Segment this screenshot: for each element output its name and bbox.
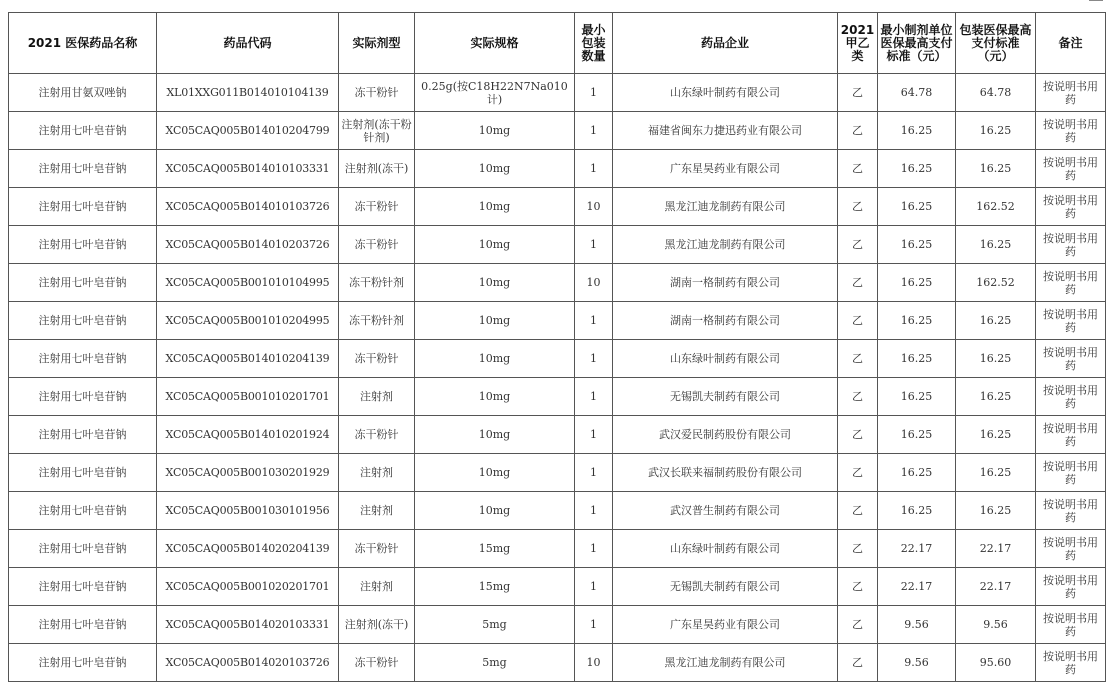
- cell-category: 乙: [838, 264, 878, 302]
- header-manufacturer: 药品企业: [613, 13, 838, 74]
- cell-min-pack-qty: 1: [575, 226, 613, 264]
- header-dosage-form: 实际剂型: [339, 13, 415, 74]
- table-body: [9, 74, 1106, 682]
- cell-manufacturer: 广东星昊药业有限公司: [613, 606, 838, 644]
- cell-drug-code: XC05CAQ005B001030201929: [157, 454, 339, 492]
- cell-remarks: 按说明书用药: [1036, 492, 1106, 530]
- cell-specification: 10mg: [415, 492, 575, 530]
- cell-manufacturer: 无锡凯夫制药有限公司: [613, 378, 838, 416]
- cell-remarks: 按说明书用药: [1036, 188, 1106, 226]
- cell-min-pack-qty: 1: [575, 492, 613, 530]
- cell-remarks: 按说明书用药: [1036, 606, 1106, 644]
- cell-specification: 10mg: [415, 150, 575, 188]
- cell-pack-max-payment: 16.25: [956, 454, 1036, 492]
- cell-drug-code: XC05CAQ005B001010104995: [157, 264, 339, 302]
- cell-remarks: 按说明书用药: [1036, 264, 1106, 302]
- cell-category: 乙: [838, 454, 878, 492]
- cell-drug-name: 注射用七叶皂苷钠: [9, 644, 157, 682]
- cell-remarks: 按说明书用药: [1036, 302, 1106, 340]
- cell-category: 乙: [838, 568, 878, 606]
- table-row: [9, 416, 1106, 454]
- table-row: [9, 264, 1106, 302]
- cell-manufacturer: 山东绿叶制药有限公司: [613, 340, 838, 378]
- cell-manufacturer: 黑龙江迪龙制药有限公司: [613, 188, 838, 226]
- cell-unit-max-payment: 22.17: [878, 568, 956, 606]
- cell-pack-max-payment: 16.25: [956, 150, 1036, 188]
- table-row: [9, 74, 1106, 112]
- cell-specification: 10mg: [415, 188, 575, 226]
- cell-category: 乙: [838, 112, 878, 150]
- cell-unit-max-payment: 9.56: [878, 606, 956, 644]
- cell-drug-name: 注射用七叶皂苷钠: [9, 264, 157, 302]
- cell-manufacturer: 广东星昊药业有限公司: [613, 150, 838, 188]
- cell-remarks: 按说明书用药: [1036, 378, 1106, 416]
- cell-drug-code: XC05CAQ005B014010103331: [157, 150, 339, 188]
- cell-remarks: 按说明书用药: [1036, 530, 1106, 568]
- table-row: [9, 530, 1106, 568]
- cell-unit-max-payment: 16.25: [878, 226, 956, 264]
- cell-drug-name: 注射用七叶皂苷钠: [9, 378, 157, 416]
- cell-category: 乙: [838, 188, 878, 226]
- cell-drug-name: 注射用七叶皂苷钠: [9, 530, 157, 568]
- cell-manufacturer: 武汉长联来福制药股份有限公司: [613, 454, 838, 492]
- cell-category: 乙: [838, 530, 878, 568]
- cell-dosage-form: 冻干粉针: [339, 74, 415, 112]
- cell-specification: 10mg: [415, 264, 575, 302]
- cell-dosage-form: 注射剂(冻干粉针剂): [339, 112, 415, 150]
- cell-min-pack-qty: 10: [575, 644, 613, 682]
- cell-specification: 10mg: [415, 454, 575, 492]
- cell-pack-max-payment: 16.25: [956, 492, 1036, 530]
- cell-dosage-form: 冻干粉针: [339, 340, 415, 378]
- cell-pack-max-payment: 16.25: [956, 226, 1036, 264]
- cell-remarks: 按说明书用药: [1036, 454, 1106, 492]
- cell-dosage-form: 注射剂(冻干): [339, 150, 415, 188]
- cell-unit-max-payment: 22.17: [878, 530, 956, 568]
- cell-pack-max-payment: 64.78: [956, 74, 1036, 112]
- cell-specification: 10mg: [415, 416, 575, 454]
- cell-category: 乙: [838, 302, 878, 340]
- table-row: [9, 606, 1106, 644]
- cell-specification: 10mg: [415, 340, 575, 378]
- cell-manufacturer: 无锡凯夫制药有限公司: [613, 568, 838, 606]
- cell-drug-code: XC05CAQ005B014010203726: [157, 226, 339, 264]
- cell-drug-name: 注射用七叶皂苷钠: [9, 302, 157, 340]
- cell-unit-max-payment: 16.25: [878, 112, 956, 150]
- cell-category: 乙: [838, 378, 878, 416]
- cell-manufacturer: 黑龙江迪龙制药有限公司: [613, 644, 838, 682]
- cell-drug-code: XC05CAQ005B001010201701: [157, 378, 339, 416]
- header-remarks: 备注: [1036, 13, 1106, 74]
- cell-min-pack-qty: 1: [575, 568, 613, 606]
- cell-category: 乙: [838, 150, 878, 188]
- cell-specification: 10mg: [415, 226, 575, 264]
- cell-pack-max-payment: 16.25: [956, 378, 1036, 416]
- table-row: [9, 454, 1106, 492]
- cell-pack-max-payment: 162.52: [956, 188, 1036, 226]
- cell-drug-name: 注射用七叶皂苷钠: [9, 188, 157, 226]
- cell-min-pack-qty: 1: [575, 606, 613, 644]
- cell-min-pack-qty: 10: [575, 188, 613, 226]
- cell-min-pack-qty: 1: [575, 112, 613, 150]
- table-row: [9, 340, 1106, 378]
- cell-dosage-form: 冻干粉针: [339, 416, 415, 454]
- cell-dosage-form: 注射剂: [339, 492, 415, 530]
- cell-remarks: 按说明书用药: [1036, 340, 1106, 378]
- cell-unit-max-payment: 16.25: [878, 378, 956, 416]
- cell-specification: 15mg: [415, 530, 575, 568]
- cell-specification: 5mg: [415, 644, 575, 682]
- cell-drug-name: 注射用七叶皂苷钠: [9, 150, 157, 188]
- cell-drug-name: 注射用七叶皂苷钠: [9, 492, 157, 530]
- cell-pack-max-payment: 22.17: [956, 530, 1036, 568]
- cell-drug-code: XC05CAQ005B001030101956: [157, 492, 339, 530]
- cell-unit-max-payment: 16.25: [878, 188, 956, 226]
- table-row: [9, 492, 1106, 530]
- cell-pack-max-payment: 22.17: [956, 568, 1036, 606]
- cell-drug-code: XC05CAQ005B014020103726: [157, 644, 339, 682]
- cell-specification: 10mg: [415, 378, 575, 416]
- cell-drug-name: 注射用七叶皂苷钠: [9, 340, 157, 378]
- cell-drug-code: XL01XXG011B014010104139: [157, 74, 339, 112]
- cell-min-pack-qty: 1: [575, 340, 613, 378]
- cell-manufacturer: 湖南一格制药有限公司: [613, 302, 838, 340]
- header-specification: 实际规格: [415, 13, 575, 74]
- cell-specification: 5mg: [415, 606, 575, 644]
- cell-min-pack-qty: 1: [575, 416, 613, 454]
- table-row: [9, 302, 1106, 340]
- cell-unit-max-payment: 16.25: [878, 492, 956, 530]
- page-corner-mark: [1089, 0, 1103, 5]
- table-row: [9, 188, 1106, 226]
- cell-category: 乙: [838, 74, 878, 112]
- cell-min-pack-qty: 1: [575, 454, 613, 492]
- cell-category: 乙: [838, 226, 878, 264]
- cell-drug-name: 注射用七叶皂苷钠: [9, 568, 157, 606]
- drug-payment-table: [8, 12, 1106, 682]
- cell-remarks: 按说明书用药: [1036, 150, 1106, 188]
- cell-category: 乙: [838, 606, 878, 644]
- cell-category: 乙: [838, 340, 878, 378]
- cell-drug-name: 注射用七叶皂苷钠: [9, 416, 157, 454]
- cell-specification: 15mg: [415, 568, 575, 606]
- cell-min-pack-qty: 1: [575, 378, 613, 416]
- cell-unit-max-payment: 16.25: [878, 340, 956, 378]
- cell-drug-code: XC05CAQ005B001010204995: [157, 302, 339, 340]
- cell-dosage-form: 冻干粉针: [339, 188, 415, 226]
- cell-remarks: 按说明书用药: [1036, 112, 1106, 150]
- cell-specification: 0.25g(按C18H22N7Na010 计): [415, 74, 575, 112]
- cell-dosage-form: 冻干粉针: [339, 530, 415, 568]
- table-row: [9, 378, 1106, 416]
- cell-unit-max-payment: 16.25: [878, 150, 956, 188]
- cell-drug-code: XC05CAQ005B014010201924: [157, 416, 339, 454]
- table-row: [9, 226, 1106, 264]
- cell-drug-name: 注射用七叶皂苷钠: [9, 606, 157, 644]
- cell-unit-max-payment: 16.25: [878, 302, 956, 340]
- cell-min-pack-qty: 1: [575, 150, 613, 188]
- cell-category: 乙: [838, 644, 878, 682]
- cell-dosage-form: 冻干粉针: [339, 644, 415, 682]
- cell-pack-max-payment: 95.60: [956, 644, 1036, 682]
- cell-unit-max-payment: 9.56: [878, 644, 956, 682]
- cell-manufacturer: 山东绿叶制药有限公司: [613, 74, 838, 112]
- cell-remarks: 按说明书用药: [1036, 226, 1106, 264]
- header-drug-code: 药品代码: [157, 13, 339, 74]
- cell-dosage-form: 注射剂(冻干): [339, 606, 415, 644]
- cell-drug-code: XC05CAQ005B014020103331: [157, 606, 339, 644]
- cell-unit-max-payment: 64.78: [878, 74, 956, 112]
- table-row: [9, 112, 1106, 150]
- table-header-row: [9, 13, 1106, 74]
- cell-min-pack-qty: 1: [575, 74, 613, 112]
- cell-manufacturer: 湖南一格制药有限公司: [613, 264, 838, 302]
- table-row: [9, 150, 1106, 188]
- cell-dosage-form: 注射剂: [339, 378, 415, 416]
- cell-dosage-form: 注射剂: [339, 454, 415, 492]
- cell-manufacturer: 黑龙江迪龙制药有限公司: [613, 226, 838, 264]
- cell-min-pack-qty: 1: [575, 530, 613, 568]
- cell-manufacturer: 福建省闽东力捷迅药业有限公司: [613, 112, 838, 150]
- header-unit-max-payment: 最小制剂单位医保最高支付标准（元）: [878, 13, 956, 74]
- cell-unit-max-payment: 16.25: [878, 454, 956, 492]
- cell-dosage-form: 注射剂: [339, 568, 415, 606]
- cell-min-pack-qty: 10: [575, 264, 613, 302]
- header-pack-max-payment: 包装医保最高支付标准（元）: [956, 13, 1036, 74]
- header-drug-name: 2021 医保药品名称: [9, 13, 157, 74]
- cell-remarks: 按说明书用药: [1036, 74, 1106, 112]
- cell-pack-max-payment: 16.25: [956, 112, 1036, 150]
- cell-unit-max-payment: 16.25: [878, 416, 956, 454]
- cell-drug-code: XC05CAQ005B014020204139: [157, 530, 339, 568]
- cell-manufacturer: 武汉普生制药有限公司: [613, 492, 838, 530]
- cell-drug-code: XC05CAQ005B014010204139: [157, 340, 339, 378]
- header-min-pack-qty: 最小包装数量: [575, 13, 613, 74]
- cell-specification: 10mg: [415, 302, 575, 340]
- cell-dosage-form: 冻干粉针剂: [339, 264, 415, 302]
- cell-unit-max-payment: 16.25: [878, 264, 956, 302]
- cell-drug-name: 注射用甘氨双唑钠: [9, 74, 157, 112]
- cell-pack-max-payment: 16.25: [956, 416, 1036, 454]
- cell-pack-max-payment: 16.25: [956, 340, 1036, 378]
- cell-specification: 10mg: [415, 112, 575, 150]
- cell-pack-max-payment: 16.25: [956, 302, 1036, 340]
- cell-drug-code: XC05CAQ005B014010204799: [157, 112, 339, 150]
- cell-drug-name: 注射用七叶皂苷钠: [9, 226, 157, 264]
- cell-min-pack-qty: 1: [575, 302, 613, 340]
- cell-drug-code: XC05CAQ005B001020201701: [157, 568, 339, 606]
- cell-dosage-form: 冻干粉针: [339, 226, 415, 264]
- cell-category: 乙: [838, 416, 878, 454]
- cell-dosage-form: 冻干粉针剂: [339, 302, 415, 340]
- cell-drug-name: 注射用七叶皂苷钠: [9, 454, 157, 492]
- header-category: 2021甲乙类: [838, 13, 878, 74]
- cell-drug-name: 注射用七叶皂苷钠: [9, 112, 157, 150]
- cell-remarks: 按说明书用药: [1036, 644, 1106, 682]
- cell-remarks: 按说明书用药: [1036, 416, 1106, 454]
- cell-remarks: 按说明书用药: [1036, 568, 1106, 606]
- table-row: [9, 568, 1106, 606]
- cell-pack-max-payment: 162.52: [956, 264, 1036, 302]
- cell-drug-code: XC05CAQ005B014010103726: [157, 188, 339, 226]
- cell-category: 乙: [838, 492, 878, 530]
- cell-manufacturer: 山东绿叶制药有限公司: [613, 530, 838, 568]
- cell-manufacturer: 武汉爱民制药股份有限公司: [613, 416, 838, 454]
- cell-pack-max-payment: 9.56: [956, 606, 1036, 644]
